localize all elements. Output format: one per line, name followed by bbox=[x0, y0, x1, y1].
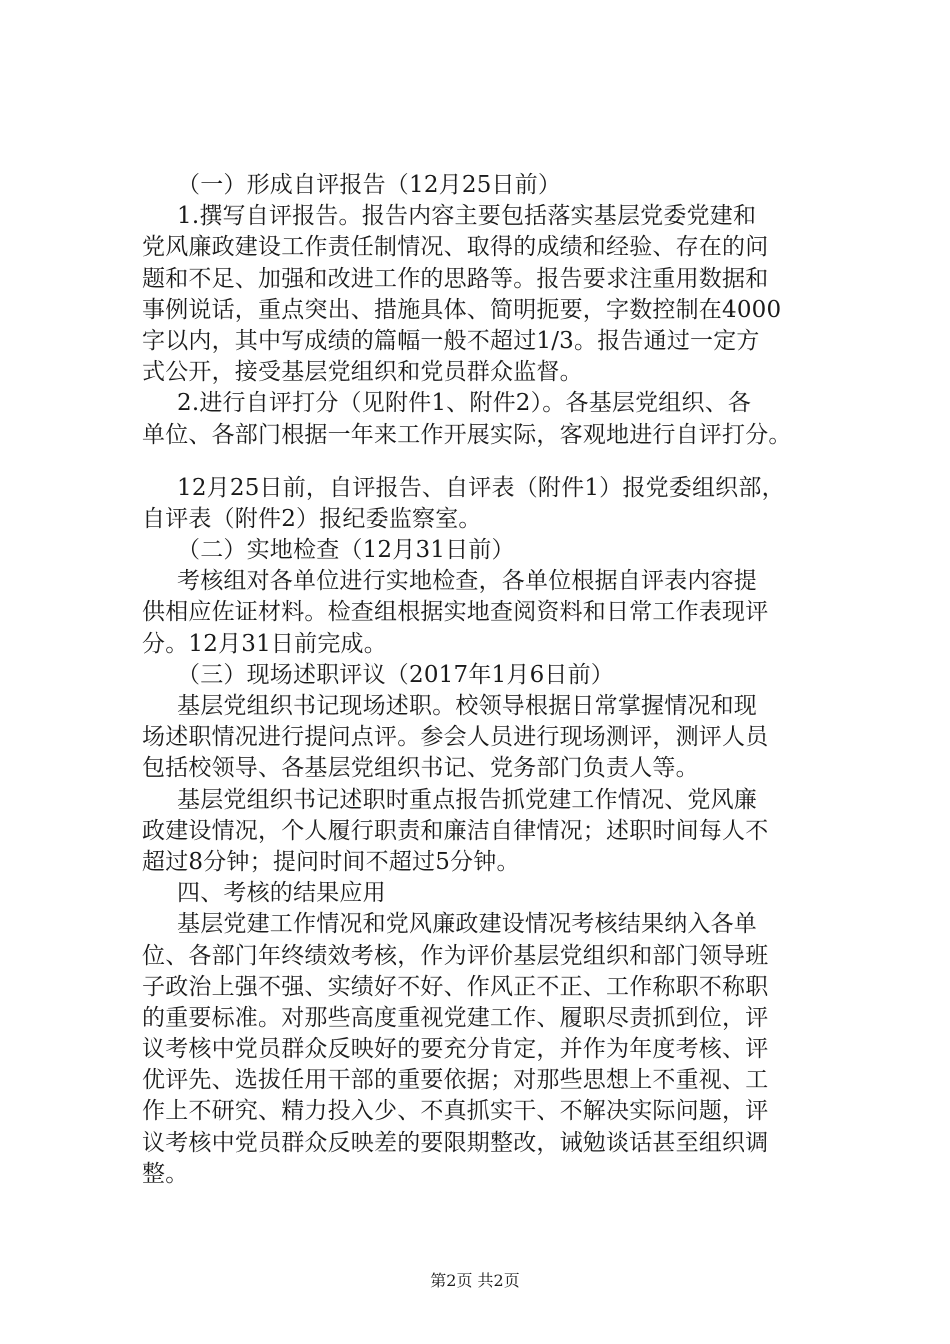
paragraph-line: 的重要标准。对那些高度重视党建工作、履职尽责抓到位，评 bbox=[142, 1004, 769, 1031]
paragraph-line: 供相应佐证材料。检查组根据实地查阅资料和日常工作表现评 bbox=[142, 599, 769, 626]
document-body bbox=[142, 170, 838, 1190]
paragraph-line: 单位、各部门根据一年来工作开展实际，客观地进行自评打分。 bbox=[142, 421, 792, 448]
paragraph-line: 1.撰写自评报告。报告内容主要包括落实基层党委党建和 bbox=[177, 203, 757, 230]
paragraph-line: 子政治上强不强、实绩好不好、作风正不正、工作称职不称职 bbox=[142, 973, 769, 1000]
paragraph-line: 2.进行自评打分（见附件1、附件2）。各基层党组织、各 bbox=[177, 390, 752, 417]
paragraph-line: 式公开，接受基层党组织和党员群众监督。 bbox=[142, 359, 583, 386]
paragraph-gap bbox=[142, 451, 838, 473]
paragraph-line: 场述职情况进行提问点评。参会人员进行现场测评，测评人员 bbox=[142, 724, 769, 751]
page-number: 第2页 共2页 bbox=[430, 1271, 520, 1290]
paragraph-line: 基层党建工作情况和党风廉政建设情况考核结果纳入各单 bbox=[177, 911, 757, 938]
paragraph-line: 包括校领导、各基层党组织书记、党务部门负责人等。 bbox=[142, 755, 699, 782]
section-heading: （三）现场述职评议（2017年1月6日前） bbox=[177, 661, 614, 688]
paragraph-line: 12月25日前，自评报告、自评表（附件1）报党委组织部， bbox=[177, 474, 785, 501]
section-heading: 四、考核的结果应用 bbox=[177, 880, 386, 907]
section-heading: （一）形成自评报告（12月25日前） bbox=[177, 172, 562, 198]
paragraph-line: 字以内，其中写成绩的篇幅一般不超过1/3。报告通过一定方 bbox=[142, 327, 760, 354]
paragraph-line: 议考核中党员群众反映差的要限期整改，诫勉谈话甚至组织调 bbox=[142, 1129, 769, 1156]
paragraph-line: 事例说话，重点突出、措施具体、简明扼要，字数控制在4000 bbox=[142, 296, 782, 323]
paragraph-line: 自评表（附件2）报纪委监察室。 bbox=[142, 505, 482, 532]
paragraph-line: 基层党组织书记现场述职。校领导根据日常掌握情况和现 bbox=[177, 693, 757, 719]
paragraph-line: 位、各部门年终绩效考核，作为评价基层党组织和部门领导班 bbox=[142, 942, 769, 969]
paragraph-line: 党风廉政建设工作责任制情况、取得的成绩和经验、存在的问 bbox=[142, 234, 769, 261]
paragraph-line: 超过8分钟；提问时间不超过5分钟。 bbox=[142, 848, 520, 875]
paragraph-line: 作上不研究、精力投入少、不真抓实干、不解决实际问题，评 bbox=[142, 1098, 769, 1125]
paragraph-line: 政建设情况，个人履行职责和廉洁自律情况；述职时间每人不 bbox=[142, 817, 769, 844]
paragraph-line: 基层党组织书记述职时重点报告抓党建工作情况、党风廉 bbox=[177, 786, 757, 813]
paragraph-line: 分。12月31日前完成。 bbox=[142, 630, 387, 657]
paragraph-line: 议考核中党员群众反映好的要充分肯定，并作为年度考核、评 bbox=[142, 1036, 769, 1063]
paragraph-line: 整。 bbox=[142, 1160, 189, 1187]
paragraph-line: 题和不足、加强和改进工作的思路等。报告要求注重用数据和 bbox=[142, 265, 769, 292]
section-heading: （二）实地检查（12月31日前） bbox=[177, 537, 515, 564]
paragraph-line: 考核组对各单位进行实地检查，各单位根据自评表内容提 bbox=[177, 568, 757, 595]
paragraph-line: 优评先、选拔任用干部的重要依据；对那些思想上不重视、工 bbox=[142, 1067, 769, 1094]
